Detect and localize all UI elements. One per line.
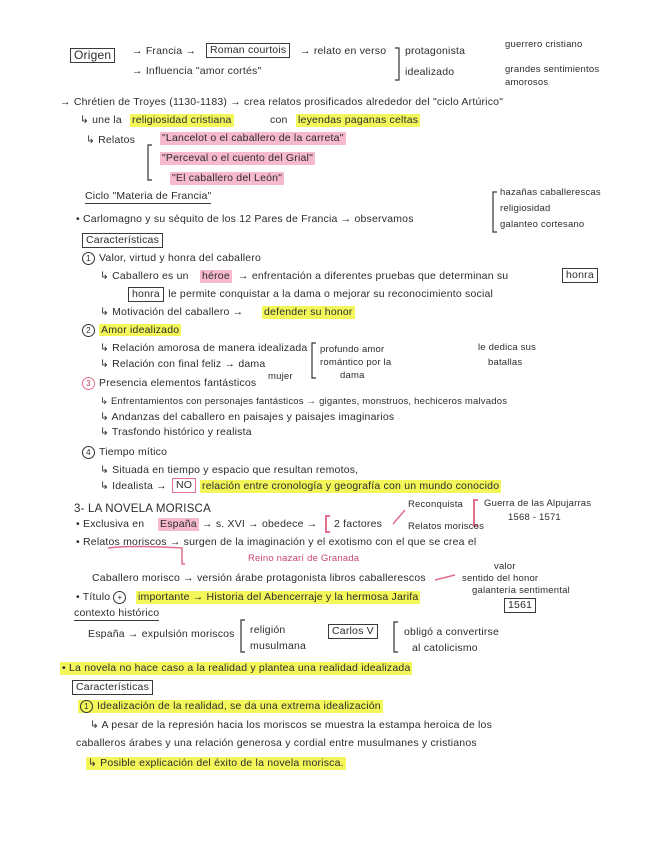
reino-nazari: Reino nazarí de Granada (248, 553, 360, 564)
c1-honra-2: honra (128, 287, 164, 302)
idealizacion-a: ↳ A pesar de la represión hacia los moriscos se muestra la estampa heroica de los (90, 719, 493, 731)
carlos-v: Carlos V (328, 624, 378, 639)
c2-mujer: mujer (268, 371, 293, 382)
morisca-relatos-moriscos: Relatos moriscos (408, 521, 485, 532)
c1-c-lead: ↳ Motivación del caballero → (100, 306, 244, 318)
excl-espana: España (160, 518, 197, 530)
chretien-une: ↳ une la (80, 114, 122, 126)
origen-line1-a: → Francia → (132, 45, 197, 57)
c4-head: 4 Tiempo mítico (82, 446, 167, 459)
chretien-leyendas: leyendas paganas celtas (298, 114, 419, 126)
contexto-historico: contexto histórico (74, 607, 160, 619)
ciclo-carlomagno: • Carlomagno y su séquito de los 12 Pares de Francia → observamos (76, 213, 414, 225)
guerra-fechas: 1568 - 1571 (508, 512, 561, 523)
brace-relatos (148, 145, 152, 180)
c2-head: 2 Amor idealizado (82, 324, 181, 337)
origen-line1-c: → relato en verso (300, 45, 387, 57)
excl-siglo: → s. XVI → obedece → (202, 518, 318, 530)
religion: religión (250, 624, 286, 636)
ciclo-hazanas: hazañas caballerescas (500, 187, 601, 198)
espana-expulsion: España → expulsión moriscos (88, 628, 235, 640)
brace-ciclo (493, 192, 497, 232)
c1-head: 1 Valor, virtud y honra del caballero (82, 252, 261, 265)
origen-idealizado: idealizado (405, 66, 455, 78)
obligo-2: al catolicismo (412, 642, 478, 654)
c1-b-rest: , le permite conquistar a la dama o mejorar su reconocimiento social (162, 288, 494, 300)
arrow-valor (435, 575, 455, 580)
c2-p1: profundo amor (320, 344, 385, 355)
relato-perceval: "Perceval o el cuento del Grial" (162, 152, 314, 164)
c4-b-lead: ↳ Idealista → (100, 480, 167, 492)
origen-roman-courtois: Roman courtois (206, 43, 290, 58)
brace-protagonista (395, 48, 399, 80)
relato-lancelot: "Lancelot o el caballero de la carreta" (162, 132, 344, 144)
musulmana: musulmana (250, 640, 307, 652)
c2-p2: romántico por la (320, 357, 392, 368)
chretien-con: con (270, 114, 288, 126)
idealizacion-b: caballeros árabes y una relación generosa y cordial entre musulmanes y cristianos (76, 737, 477, 749)
obligo-1: obligó a convertirse (404, 626, 500, 638)
idealizacion-head: 1 Idealización de la realidad, se da una extrema idealización (78, 700, 383, 713)
ciclo-religiosidad: religiosidad (500, 203, 551, 214)
brace-amor (312, 343, 316, 378)
arrow-reconquista (393, 510, 405, 524)
c2-p3: dama (340, 370, 365, 381)
novela-realidad: • La novela no hace caso a la realidad y plantea una realidad idealizada (62, 662, 411, 674)
c2-q1: le dedica sus (478, 342, 537, 353)
c2-b: ↳ Relación con final feliz → dama (100, 358, 266, 370)
excl-factores: 2 factores (334, 518, 383, 530)
c2-q2: batallas (488, 357, 523, 368)
morisca-caracteristicas: Características (72, 680, 153, 695)
c1-a-lead: ↳ Caballero es un (100, 270, 189, 282)
chretien-relatos: ↳ Relatos (86, 134, 136, 146)
c3-head: 3 Presencia elementos fantásticos (82, 377, 256, 390)
titulo-importante: importante → Historia del Abencerraje y la hermosa Jarifa (138, 591, 419, 603)
origen-line2-a: → Influencia "amor cortés" (132, 65, 262, 77)
ciclo-galanteo: galanteo cortesano (500, 219, 585, 230)
origen-label: Origen (70, 48, 115, 63)
arrow-pink (108, 547, 185, 565)
chretien-religiosidad: religiosidad cristiana (132, 114, 232, 126)
ciclo-title: Ciclo "Materia de Francia" (85, 190, 212, 202)
valor: valor (494, 561, 516, 572)
ciclo-caracteristicas: Características (82, 233, 163, 248)
origen-protagonista: protagonista (405, 45, 466, 57)
brace-religion (241, 620, 245, 652)
relato-leon: "El caballero del León" (172, 172, 283, 184)
origen-guerrero: guerrero cristiano (505, 39, 583, 50)
titulo-lead: • Título + (76, 591, 130, 604)
c1-honra-1: honra (562, 268, 598, 283)
sentido-honor: sentido del honor (462, 573, 539, 584)
brace-obligo (394, 622, 398, 652)
c3-b: ↳ Andanzas del caballero en paisajes y paisajes imaginarios (100, 411, 395, 423)
morisca-reconquista: Reconquista (408, 499, 464, 510)
c3-c: ↳ Trasfondo histórico y realista (100, 426, 252, 438)
brace-factores (326, 516, 330, 532)
caballero-morisco: Caballero morisco → versión árabe protagonista libros caballerescos (92, 572, 426, 584)
idealizacion-c: ↳ Posible explicación del éxito de la novela morisca. (88, 757, 344, 769)
galanteria: galantería sentimental (472, 585, 570, 596)
c4-no: NO (172, 478, 196, 493)
relatos-moriscos-line: • Relatos moriscos → surgen de la imaginación y el exotismo con el que se crea el (76, 536, 477, 548)
guerra-alpujarras: Guerra de las Alpujarras (484, 498, 592, 509)
titulo-1561: 1561 (504, 598, 536, 613)
c1-a-rest: → enfrentación a diferentes pruebas que determinan su (238, 270, 509, 282)
c4-a: ↳ Situada en tiempo y espacio que resultan remotos, (100, 464, 359, 476)
c1-heroe: héroe (202, 270, 230, 282)
c1-defender: defender su honor (264, 306, 353, 318)
excl-lead: • Exclusiva en (76, 518, 145, 530)
chretien-line1: → Chrétien de Troyes (1130-1183) → crea relatos prosificados alrededor del "ciclo Artúrico" (60, 96, 504, 108)
c4-b-rest: relación entre cronología y geografía con un mundo conocido (202, 480, 500, 492)
origen-sentimientos: grandes sentimientos amorosos (505, 64, 600, 88)
c3-a: ↳ Enfrentamientos con personajes fantásticos → gigantes, monstruos, hechiceros malvados (100, 396, 508, 407)
c2-a: ↳ Relación amorosa de manera idealizada (100, 342, 308, 354)
morisca-title: 3- LA NOVELA MORISCA (74, 503, 211, 515)
